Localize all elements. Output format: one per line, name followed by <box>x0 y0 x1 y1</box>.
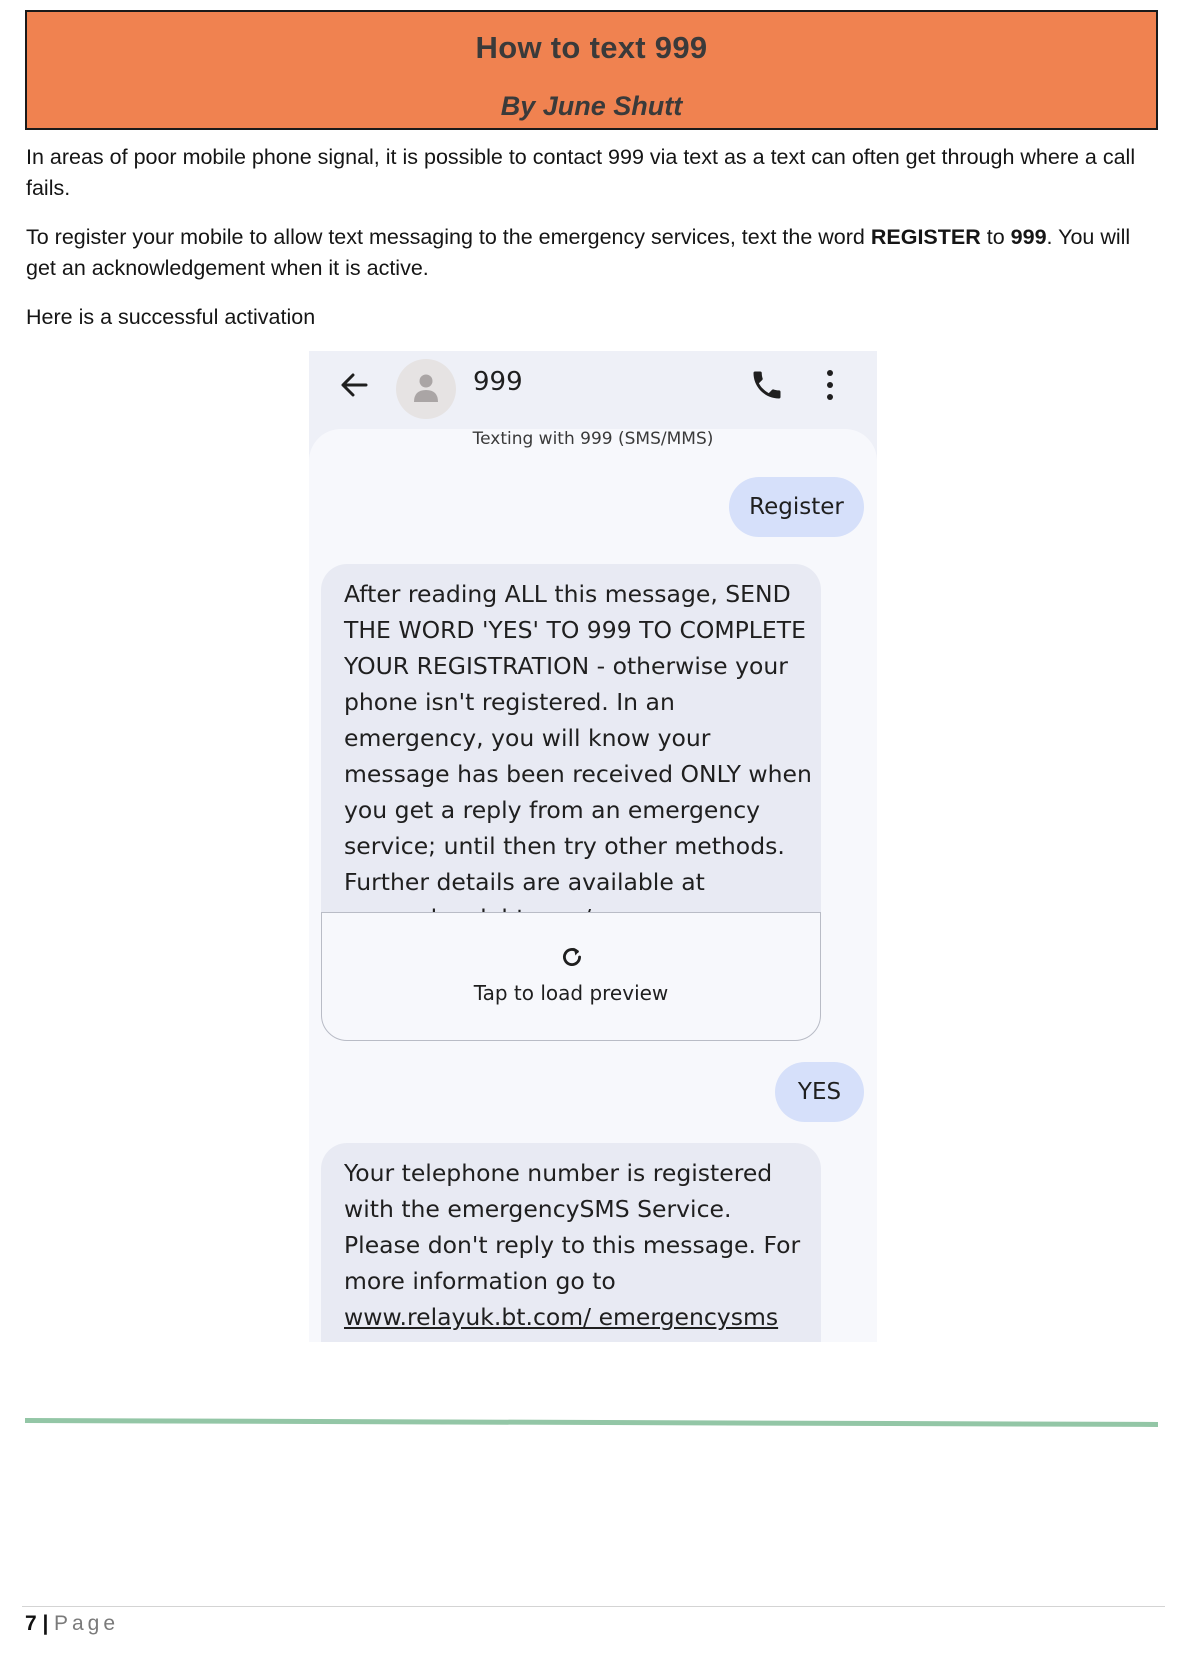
intro-paragraph: In areas of poor mobile phone signal, it is possible to contact 999 via text as a text can often get through where a call fails. <box>26 145 1136 200</box>
register-text-mid: to <box>980 225 1011 249</box>
activation-paragraph: Here is a successful activation <box>26 305 316 329</box>
contact-name: 999 <box>473 367 523 397</box>
register-text-post: . You will get an acknowledgement when it is active. <box>26 225 1131 280</box>
footer-divider <box>22 1606 1165 1607</box>
more-vertical-icon[interactable] <box>824 365 836 405</box>
received-message-instructions[interactable] <box>321 564 821 1041</box>
avatar[interactable] <box>396 359 456 419</box>
link-preview-card[interactable] <box>321 912 821 1041</box>
tap-to-load-preview: Tap to load preview <box>473 981 669 1005</box>
message-thread[interactable] <box>309 429 877 1342</box>
sent-message-register[interactable]: Register <box>729 477 864 537</box>
conversation-header <box>309 351 877 431</box>
title-banner <box>25 10 1158 130</box>
author-byline: By June Shutt <box>500 91 683 121</box>
arrow-left-icon[interactable] <box>334 365 374 405</box>
message-text: Your telephone number is registered with the emergencySMS Service. Please don't reply to this message. For more information go to <box>344 1159 801 1295</box>
phone-icon[interactable] <box>749 367 785 403</box>
message-body <box>344 576 814 936</box>
message-body <box>344 1155 814 1335</box>
register-text-pre: To register your mobile to allow text messaging to the emergency services, text the word <box>26 225 871 249</box>
section-divider <box>25 1418 1158 1427</box>
phone-screenshot <box>309 351 877 1342</box>
page-title: How to text 999 <box>475 30 708 65</box>
sent-message-yes[interactable]: YES <box>775 1062 864 1122</box>
message-text: After reading ALL this message, SEND THE WORD 'YES' TO 999 TO COMPLETE YOUR REGISTRATION - otherwise your phone isn't registered. In an emergency, you will know your message has been received ONLY when you get a reply from an emergency service; until then try other methods. Further details are available at <box>344 580 812 896</box>
emergency-sms-link[interactable]: www.relayuk.bt.com/ emergencysms <box>344 1303 779 1331</box>
person-icon <box>413 373 439 403</box>
register-paragraph <box>26 222 1166 284</box>
register-number: 999 <box>1010 225 1047 249</box>
page-label: Page <box>54 1612 120 1635</box>
texting-with-note: Texting with 999 (SMS/MMS) <box>472 429 714 449</box>
register-keyword: REGISTER <box>870 225 981 249</box>
refresh-icon <box>559 944 585 970</box>
page-number: 7 | <box>25 1612 49 1635</box>
received-message-confirmation[interactable] <box>321 1143 821 1342</box>
